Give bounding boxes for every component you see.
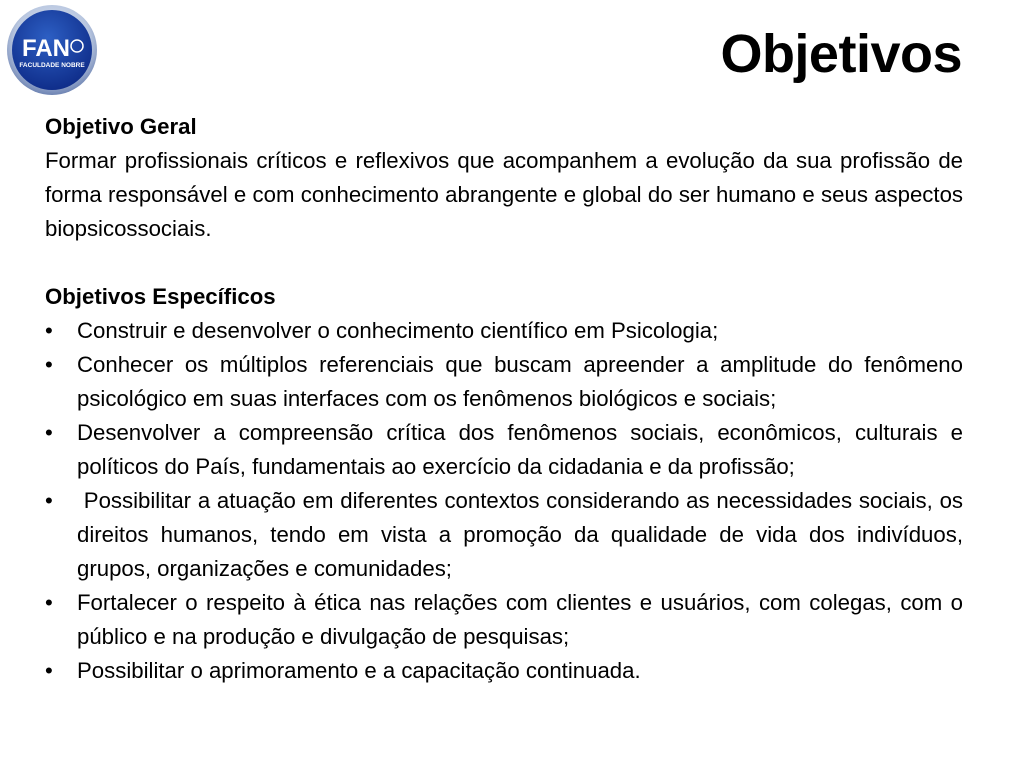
faculdade-nobre-logo bbox=[6, 4, 98, 96]
general-objective-heading: Objetivo Geral bbox=[45, 114, 197, 139]
list-item bbox=[45, 586, 963, 654]
bullet-icon: • bbox=[45, 590, 53, 615]
specific-objectives-list bbox=[45, 314, 970, 688]
list-item bbox=[45, 314, 963, 348]
bullet-icon: • bbox=[45, 658, 53, 683]
list-item-text: Possibilitar a atuação em diferentes contextos considerando as necessidades sociais, os direitos humanos, tendo em vista a promoção da qualidade de vida dos indivíduos, grupos, organizações e comunidades; bbox=[77, 488, 970, 581]
spacer bbox=[45, 246, 963, 280]
list-item-text: Conhecer os múltiplos referenciais que buscam apreender a amplitude do fenômeno psicológico em suas interfaces com os fenômenos biológicos e sociais; bbox=[77, 352, 963, 411]
logo-emblem bbox=[6, 4, 98, 96]
list-item bbox=[45, 654, 963, 688]
logo-subtitle: FACULDADE NOBRE bbox=[19, 62, 85, 69]
list-item-text: Construir e desenvolver o conhecimento científico em Psicologia; bbox=[77, 318, 719, 343]
list-item bbox=[45, 348, 963, 416]
bullet-icon: • bbox=[45, 352, 53, 377]
logo-text: FAN bbox=[22, 35, 70, 62]
bullet-icon: • bbox=[45, 420, 53, 445]
list-item bbox=[45, 484, 970, 586]
specific-objectives-heading: Objetivos Específicos bbox=[45, 284, 276, 309]
general-objective-text: Formar profissionais críticos e reflexivos que acompanhem a evolução da sua profissão de forma responsável e com conhecimento abrangente e global do ser humano e seus aspectos biopsicossociais. bbox=[45, 148, 963, 241]
page-title: Objetivos bbox=[720, 24, 962, 84]
list-item bbox=[45, 416, 963, 484]
list-item-text: Desenvolver a compreensão crítica dos fenômenos sociais, econômicos, culturais e políticos do País, fundamentais ao exercício da cidadania e da profissão; bbox=[77, 420, 963, 479]
list-item-text: Fortalecer o respeito à ética nas relações com clientes e usuários, com colegas, com o público e na produção e divulgação de pesquisas; bbox=[77, 590, 963, 649]
list-item-text: Possibilitar o aprimoramento e a capacitação continuada. bbox=[77, 658, 641, 683]
slide-content bbox=[45, 110, 970, 688]
bullet-icon: • bbox=[45, 318, 53, 343]
bullet-icon: • bbox=[45, 488, 53, 513]
